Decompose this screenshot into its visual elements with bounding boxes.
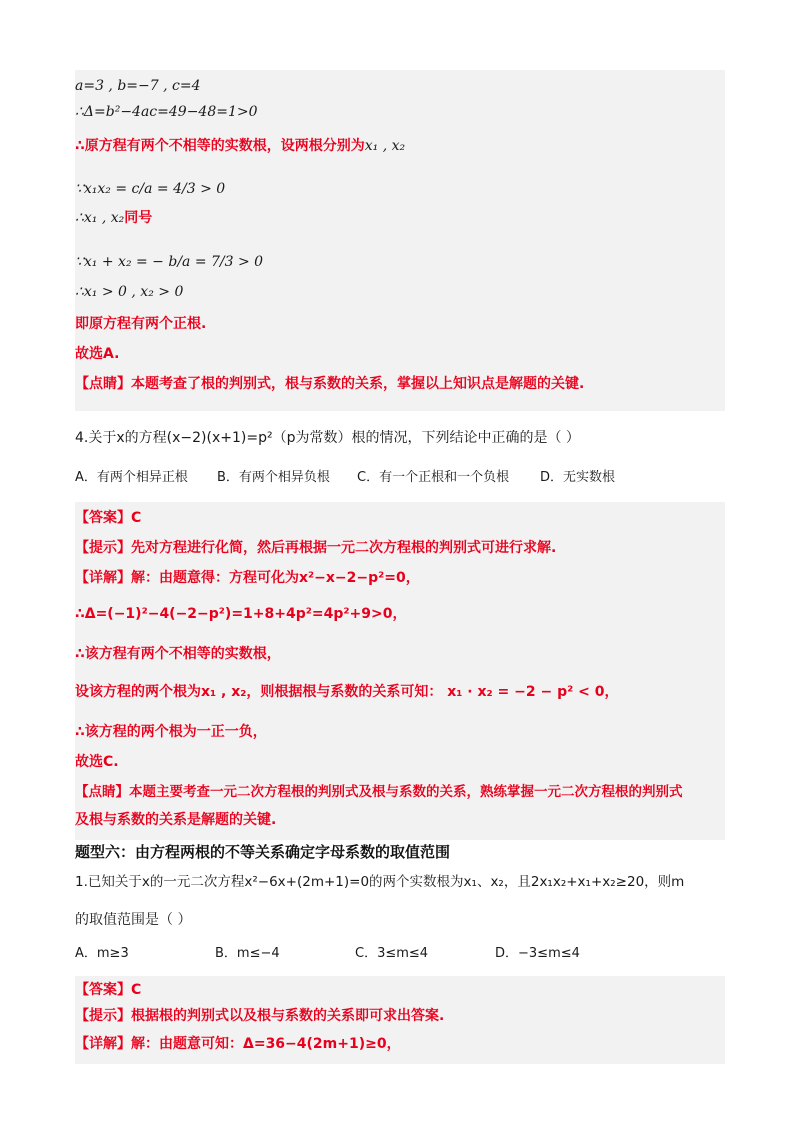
option-a: A．有两个相异正根 [75, 470, 188, 485]
key-point-line: 【点睛】本题考查了根的判别式，根与系数的关系，掌握以上知识点是解题的关键. [75, 376, 585, 392]
detail-line-1: 【详解】解：由题意得：方程可化为x²−x−2−p²=0， [75, 570, 420, 586]
answer-label: 【答案】C [75, 982, 142, 998]
option-c: C．3≤m≤4 [355, 946, 429, 961]
key-point-line-4a: 【点睛】本题主要考查一元二次方程根的判别式及根与系数的关系，熟练掌握一元二次方程根的判别式 [75, 784, 683, 800]
detail-line-1: 【详解】解：由题意可知：Δ=36−4(2m+1)≥0， [75, 1036, 401, 1052]
positive-roots-line: ∴x₁ > 0 , x₂ > 0 [75, 284, 184, 300]
solution-block-1 [75, 976, 725, 1064]
detail-line-2: ∴Δ=(−1)²−4(−2−p²)=1+8+4p²=4p²+9>0， [75, 606, 407, 622]
detail-line-5: ∴该方程的两个根为一正一负， [75, 724, 267, 740]
solution-block-4 [75, 502, 725, 840]
same-sign-text: 同号 [124, 210, 153, 226]
detail-line-3: ∴该方程有两个不相等的实数根， [75, 646, 281, 662]
discriminant-line: ∴Δ=b²−4ac=49−48=1>0 [75, 104, 258, 120]
detail-line-6: 故选C. [75, 754, 119, 770]
roots-statement-text: ∴原方程有两个不相等的实数根，设两根分别为 [75, 138, 365, 154]
roots-statement-math: x₁ , x₂ [364, 138, 406, 154]
question-4-stem: 4.关于x的方程(x−2)(x+1)=p²（p为常数）根的情况，下列结论中正确的是（ ） [75, 430, 580, 446]
option-d: D．无实数根 [540, 470, 616, 485]
same-sign-line [75, 208, 725, 242]
question-1-stem-2: 的取值范围是（ ） [75, 912, 192, 928]
hint-line: 【提示】根据根的判别式以及根与系数的关系即可求出答案. [75, 1008, 445, 1024]
product-line: ∵x₁x₂ = c/a = 4/3 > 0 [75, 181, 226, 197]
question-1-options [75, 944, 725, 970]
option-b: B．有两个相异负根 [217, 470, 330, 485]
solution-block-3 [75, 70, 725, 411]
answer-label: 【答案】C [75, 510, 142, 526]
question-4-options [75, 468, 725, 494]
key-point-line-4b: 及根与系数的关系是解题的关键. [75, 812, 277, 828]
roots-statement-line [75, 136, 725, 170]
choose-answer-line: 故选A. [75, 346, 120, 362]
same-sign-math: ∴x₁ , x₂ [75, 210, 125, 226]
option-b: B．m≤−4 [215, 946, 280, 961]
detail-line-4: 设该方程的两个根为x₁ , x₂，则根据根与系数的关系可知： x₁ · x₂ = −2 − p² < 0， [75, 684, 619, 700]
conclusion-line: 即原方程有两个正根. [75, 316, 207, 332]
coefficients-line: a=3 , b=−7 , c=4 [75, 78, 201, 94]
question-1-stem-1: 1.已知关于x的一元二次方程x²−6x+(2m+1)=0的两个实数根为x₁、x₂，且2x₁x₂+x₁+x₂≥20，则m [75, 874, 685, 890]
document-page [75, 70, 725, 1064]
option-a: A．m≥3 [75, 946, 129, 961]
hint-line: 【提示】先对方程进行化简，然后再根据一元二次方程根的判别式可进行求解. [75, 540, 557, 556]
option-c: C．有一个正根和一个负根 [357, 470, 510, 485]
option-d: D．−3≤m≤4 [495, 946, 580, 961]
section-title: 题型六：由方程两根的不等关系确定字母系数的取值范围 [75, 843, 451, 861]
sum-line: ∵x₁ + x₂ = − b/a = 7/3 > 0 [75, 254, 264, 270]
